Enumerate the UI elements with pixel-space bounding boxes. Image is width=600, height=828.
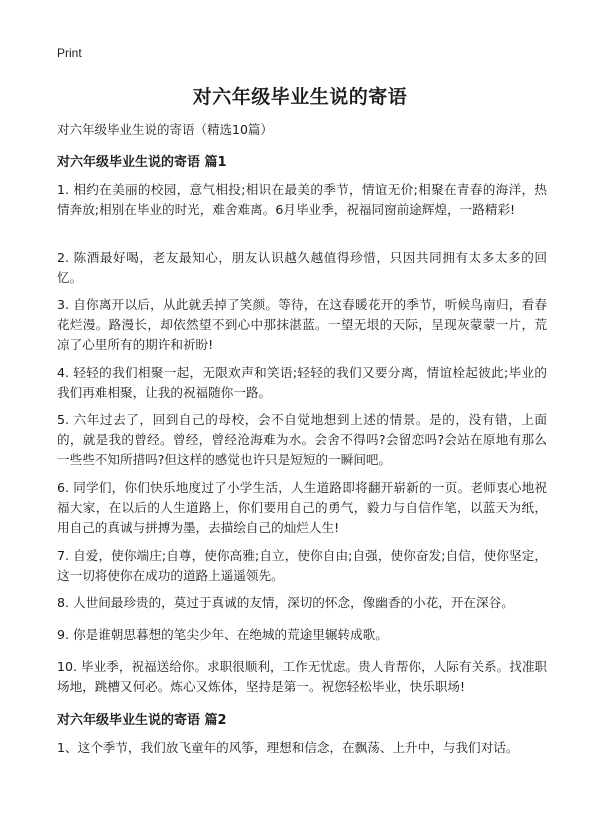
print-link[interactable]: Print (57, 46, 82, 60)
paragraph-1-8: 8. 人世间最珍贵的，莫过于真诚的友情，深切的怀念，像幽香的小花，开在深谷。 (57, 595, 514, 610)
paragraph-2-1: 1、这个季节，我们放飞童年的风筝，理想和信念，在飘荡、上升中，与我们对话。 (57, 740, 519, 755)
section-heading-2: 对六年级毕业生说的寄语 篇2 (57, 713, 227, 728)
paragraph-1-3: 3. 自你离开以后，从此就丢掉了笑颜。等待，在这春暖花开的季节，听候鸟南归，看春花烂漫。路漫长，却依然望不到心中那抹湛蓝。一望无垠的天际，呈现灰蒙蒙一片，荒凉了心里所有的期许和祈盼! (57, 297, 547, 352)
paragraph-1-6: 6. 同学们，你们快乐地度过了小学生活，人生道路即将翻开崭新的一页。老师衷心地祝福大家，在以后的人生道路上，你们要用自己的勇气，毅力与自信作笔，以蓝天为纸，用自己的真诚与拼搏为墨，去描绘自己的灿烂人生! (57, 480, 547, 535)
paragraph-1-1: 1. 相约在美丽的校园，意气相投;相识在最美的季节，情谊无价;相聚在青春的海洋，热情奔放;相别在毕业的时光，难舍难离。6月毕业季，祝福同窗前途辉煌，一路精彩! (57, 182, 547, 217)
paragraph-1-5: 5. 六年过去了，回到自己的母校，会不自觉地想到上述的情景。是的，没有错，上面的，就是我的曾经。曾经，曾经沧海难为水。会舍不得吗?会留恋吗?会站在原地有那么一些些不知所措吗?但这样的感觉也许只是短短的一瞬间吧。 (57, 412, 547, 467)
document-subtitle: 对六年级毕业生说的寄语（精选10篇） (57, 122, 273, 137)
paragraph-1-4: 4. 轻轻的我们相聚一起，无限欢声和笑语;轻轻的我们又要分离，情谊栓起彼此;毕业的我们再难相聚，让我的祝福随你一路。 (57, 365, 547, 400)
paragraph-1-2: 2. 陈酒最好喝，老友最知心，朋友认识越久越值得珍惜，只因共同拥有太多太多的回忆。 (57, 250, 547, 285)
paragraph-1-10: 10. 毕业季，祝福送给你。求职很顺利，工作无忧虑。贵人肯帮你，人际有关系。找准职场地，跳槽又何必。炼心又炼体，坚持是第一。祝您轻松毕业，快乐职场! (57, 659, 548, 694)
section-heading-1: 对六年级毕业生说的寄语 篇1 (57, 155, 227, 170)
document-title: 对六年级毕业生说的寄语 (192, 86, 408, 108)
paragraph-1-9: 9. 你是谁朝思暮想的笔尖少年、在绝城的荒途里辗转成歌。 (57, 627, 388, 642)
paragraph-1-7: 7. 自爱，使你端庄;自尊，使你高雅;自立，使你自由;自强，使你奋发;自信，使你坚定，这一切将使你在成功的道路上遥遥领先。 (57, 548, 547, 583)
